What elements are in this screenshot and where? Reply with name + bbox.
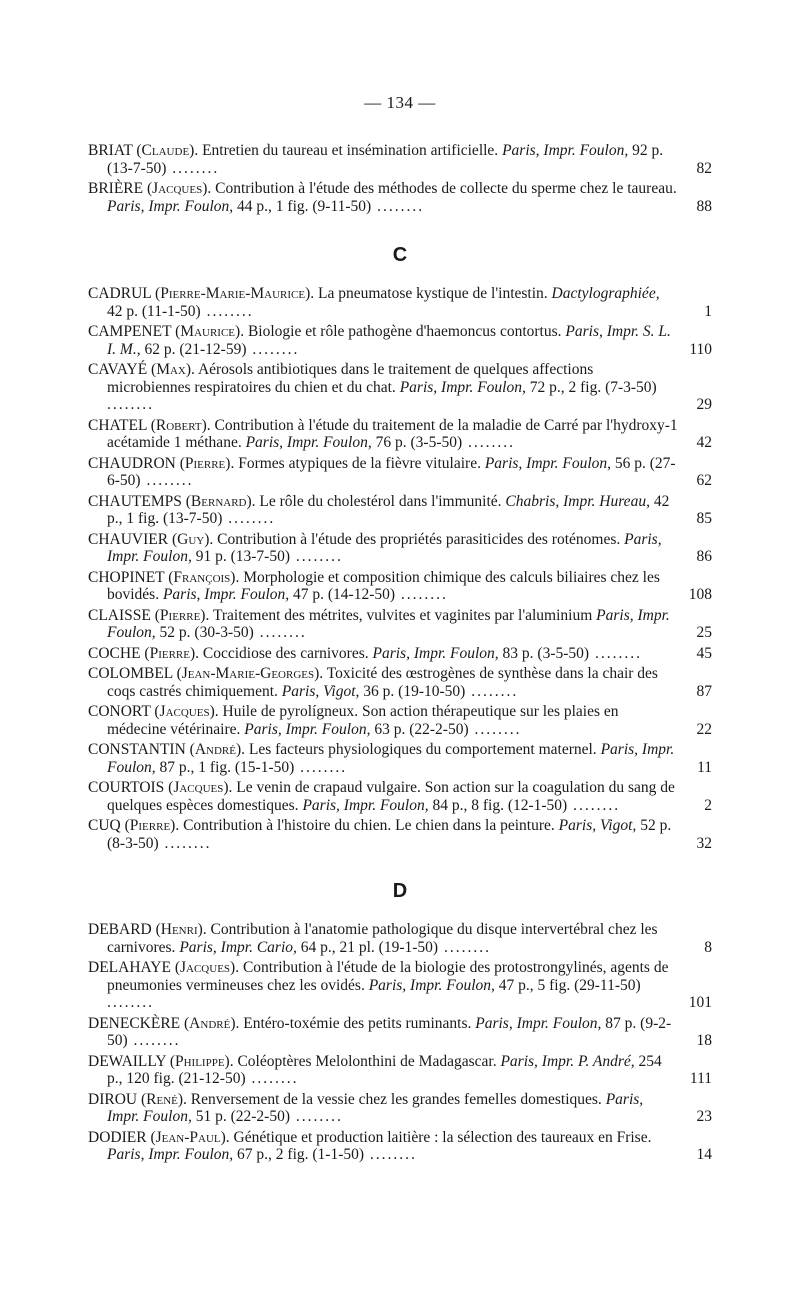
author-firstname: (André) [184,1014,236,1032]
thesis-title: . Coccidiose des carnivores. [195,644,369,662]
entry-page-number: 110 [689,340,712,358]
author-surname: DODIER [88,1128,147,1146]
leader-dots: ........ [395,586,448,603]
publisher: Paris, Impr. Foulon, [162,586,290,603]
publisher: Paris, Impr. Foulon, [107,1090,644,1125]
author-firstname: (Jacques) [147,180,208,197]
author-surname: CONSTANTIN [88,741,186,758]
thesis-title: . Toxicité des œstrogènes de synthèse dans la chair des coqs castrés chimiquement. [107,665,658,700]
publication-details: 63 p. (22-2-50) [374,720,469,738]
publisher: Paris, Vigot, [281,682,360,700]
publication-details: 62 p. (21-12-59) [144,340,247,358]
author-surname: CAMPENET [88,323,172,340]
entry-text [88,741,678,776]
bibliography-entry [88,285,712,320]
thesis-title: . Entéro-toxémie des petits ruminants. [235,1014,472,1032]
entry-page-number: 85 [696,510,712,527]
thesis-title: . Le venin de crapaud vulgaire. Son action sur la coagulation du sang de quelques espèces domestiques. [107,779,675,814]
leader-dots: ........ [200,302,254,320]
author-surname: CHAUVIER [88,530,169,548]
entry-page-number: 82 [696,159,712,177]
entry-text [88,455,678,490]
entry-text [88,1091,678,1126]
leader-dots: ........ [438,938,491,956]
section-letter: D [392,880,408,902]
publisher: Paris, Impr. Foulon, [107,197,234,215]
thesis-title: . Les facteurs physiologiques du comportement maternel. [241,741,597,758]
entry-text [88,1053,678,1088]
leader-dots: ........ [462,434,516,451]
bibliography-entry [88,1129,712,1164]
leader-dots: ........ [465,682,519,700]
author-firstname: (Pierre) [144,644,196,662]
author-surname: CADRUL [88,285,152,302]
thesis-title: . Génétique et production laitière : la sélection des taureaux en Frise. [225,1128,652,1146]
bibliography-entry [88,645,712,663]
publisher: Paris, Impr. Foulon, [245,434,372,451]
author-surname: DIROU [88,1090,138,1108]
leader-dots: ........ [294,758,348,776]
author-firstname: (Max) [151,361,192,378]
section-b-continued [88,142,712,218]
thesis-title: . Aérosols antibiotiques dans le traitement de quelques affections microbiennes respiratoires du chien et du chat. [107,361,594,396]
bibliography-entry [88,921,712,956]
section-letter: C [392,244,408,266]
leader-dots: ........ [140,472,194,489]
leader-dots: ........ [589,644,642,662]
author-surname: CHAUTEMPS [88,492,182,510]
bibliography-entry [88,493,712,528]
publication-details: 76 p. (3-5-50) [375,434,463,451]
entry-page-number: 8 [704,938,712,956]
author-surname: CAVAYÉ [88,361,148,378]
author-firstname: (Robert) [150,416,207,434]
entry-page-number: 111 [689,1070,712,1087]
thesis-title: . Le rôle du cholestérol dans l'immunité. [251,492,502,510]
author-surname: DEWAILLY [88,1052,166,1070]
entry-page-number: 22 [696,720,712,738]
publication-details: 87 p., 1 fig. (15-1-50) [159,758,295,776]
author-firstname: (Pierre-Marie-Maurice) [155,285,311,302]
publisher: Paris, Impr. P. André, [500,1052,635,1070]
page-number: — 134 — [364,93,436,112]
bibliography-entry [88,1091,712,1126]
author-surname: BRIÈRE [88,180,144,197]
author-surname: CUQ [88,817,121,834]
entry-text [88,361,678,414]
entry-text [88,779,678,814]
thesis-title: . Contribution à l'étude du traitement de la maladie de Carré par l'hydroxy-1 acétamide 1 méthane. [107,416,678,451]
entry-text [88,417,678,452]
author-firstname: (Jean-Marie-Georges) [176,665,320,682]
leader-dots: ........ [166,159,220,177]
bibliography-entry [88,665,712,700]
publication-details: 52 p. (8-3-50) [107,817,672,852]
author-firstname: (Guy) [171,530,210,548]
publisher: Dactylographiée, [551,285,660,302]
section-d [88,880,712,1167]
entry-text [88,959,678,1012]
publication-details: 36 p. (19-10-50) [363,682,466,700]
leader-dots: ........ [567,796,621,814]
publication-details: 92 p. (13-7-50) [107,142,664,177]
bibliography-entry [88,323,712,358]
publication-details: 47 p., 5 fig. (29-11-50) [498,976,641,994]
leader-dots: ........ [468,720,522,738]
entry-page-number: 18 [696,1032,712,1049]
publisher: Paris, Impr. Foulon, [107,741,675,776]
publisher: Paris, Impr. Foulon, [244,720,371,738]
entry-page-number: 29 [696,396,712,413]
entry-text [88,285,678,320]
entry-page-number: 45 [696,644,712,662]
bibliography-entry [88,1053,712,1088]
thesis-title: . Contribution à l'étude des propriétés parasiticides des roténomes. [209,530,621,548]
publication-details: 84 p., 8 fig. (12-1-50) [432,796,568,814]
publisher: Paris, Impr. S. L. I. M., [107,323,671,358]
thesis-title: . Biologie et rôle pathogène d'haemoncus contortus. [240,323,562,340]
entry-text [88,665,678,700]
publication-details: 42 p., 1 fig. (13-7-50) [107,492,670,527]
publisher: Paris, Impr. Foulon, [107,1146,234,1163]
entry-page-number: 62 [696,472,712,489]
author-surname: DEBARD [88,921,152,938]
leader-dots: ........ [289,548,343,565]
section-c [88,244,712,855]
bibliography-entry [88,417,712,452]
publisher: Paris, Impr. Foulon, [107,530,662,565]
entry-page-number: 32 [696,834,712,852]
thesis-title: . Renversement de la vessie chez les grandes femelles domestiques. [183,1090,602,1108]
leader-dots: ........ [289,1108,343,1125]
author-firstname: (Pierre) [179,454,231,472]
publisher: Paris, Impr. Foulon, [502,142,629,159]
author-firstname: (Bernard) [185,492,252,510]
bibliography-entry [88,703,712,738]
entry-page-number: 108 [688,586,712,603]
leader-dots: ........ [222,510,276,527]
leader-dots: ........ [364,1146,417,1163]
thesis-title: . La pneumatose kystique de l'intestin. [310,285,548,302]
publisher: Paris, Impr. Foulon, [302,796,429,814]
entry-text [88,531,678,566]
entry-page-number: 88 [696,197,712,215]
thesis-title: . Entretien du taureau et insémination artificielle. [194,142,499,159]
author-surname: CHATEL [88,416,147,434]
author-surname: DENECKÈRE [88,1014,181,1032]
entry-page-number: 1 [704,302,712,320]
publisher: Paris, Impr. Cario, [179,938,297,956]
entry-text [88,323,678,358]
entry-text [88,493,678,528]
entry-page-number: 87 [696,682,712,700]
author-surname: DELAHAYE [88,959,171,976]
publisher: Chabris, Impr. Hureau, [505,492,650,510]
entry-page-number: 42 [696,434,712,451]
author-surname: CHOPINET [88,568,165,586]
leader-dots: ........ [107,396,154,413]
publisher: Paris, Impr. Foulon, [107,606,670,641]
publication-details: 83 p. (3-5-50) [502,644,590,662]
thesis-title: . Contribution à l'anatomie pathologique du disque intervertébral chez les carnivores. [107,921,658,956]
author-firstname: (François) [168,568,236,586]
entry-text [88,607,678,642]
publisher: Paris, Impr. Foulon, [475,1014,602,1032]
publication-details: 52 p. (30-3-50) [159,624,254,641]
entry-page-number: 101 [688,994,712,1011]
thesis-title: . Formes atypiques de la fièvre vitulaire. [230,454,481,472]
publication-details: 42 p. (11-1-50) [107,302,201,320]
entry-text [88,703,678,738]
entry-text [88,180,678,215]
publication-details: 56 p. (27-6-50) [107,454,676,489]
entry-page-number: 25 [696,624,712,641]
publisher: Paris, Impr. Foulon, [372,644,499,662]
publication-details: 67 p., 2 fig. (1-1-50) [237,1146,365,1163]
author-firstname: (Henri) [155,921,203,938]
author-firstname: (René) [140,1090,184,1108]
bibliography-entry [88,779,712,814]
entry-page-number: 11 [697,758,712,776]
author-firstname: (Claude) [136,142,195,159]
author-firstname: (Philippe) [169,1052,230,1070]
publication-details: 44 p., 1 fig. (9-11-50) [237,197,372,215]
entry-text [88,569,678,604]
publication-details: 64 p., 21 pl. (19-1-50) [300,938,439,956]
thesis-title: . Contribution à l'histoire du chien. Le chien dans la peinture. [175,817,555,834]
thesis-title: . Contribution à l'étude des méthodes de collecte du sperme chez le taureau. [207,180,677,197]
author-surname: COCHE [88,644,141,662]
thesis-title: . Contribution à l'étude de la biologie des protostrongylinés, agents de pneumonies vermineuses chez les ovidés. [107,959,669,994]
entry-text [88,1129,678,1164]
publisher: Paris, Impr. Foulon, [484,454,612,472]
bibliography-entry [88,531,712,566]
bibliography-entry [88,1015,712,1050]
publication-details: 47 p. (14-12-50) [293,586,396,603]
leader-dots: ........ [246,340,300,358]
leader-dots: ........ [371,197,425,215]
bibliography-entry [88,741,712,776]
entry-text [88,817,678,852]
thesis-title: . Traitement des métrites, vulvites et vaginites par l'aluminium [205,606,593,624]
bibliography-entry [88,607,712,642]
author-surname: COURTOIS [88,779,165,796]
entry-text [88,921,678,956]
author-firstname: (Jacques) [154,703,215,720]
publication-details: 87 p. (9-2-50) [107,1014,672,1049]
bibliography-entry [88,361,712,414]
bibliography-entry [88,180,712,215]
author-firstname: (Jacques) [168,779,229,796]
entry-text [88,142,678,177]
bibliography-entry [88,569,712,604]
bibliography-entry [88,959,712,1012]
author-firstname: (Maurice) [175,323,241,340]
entry-text [88,645,678,663]
entry-page-number: 86 [696,548,712,565]
author-firstname: (Jacques) [174,959,236,976]
entry-page-number: 2 [704,796,712,814]
publisher: Paris, Vigot, [558,817,637,834]
author-surname: CONORT [88,703,151,720]
publisher: Paris, Impr. Foulon, [399,378,526,396]
entry-text [88,1015,678,1050]
publication-details: 254 p., 120 fig. (21-12-50) [107,1052,662,1087]
bibliography-entry [88,817,712,852]
thesis-title: . Morphologie et composition chimique des calculs biliaires chez les bovidés. [107,568,660,603]
author-firstname: (Pierre) [124,817,176,834]
leader-dots: ........ [127,1032,181,1049]
author-firstname: (André) [189,741,242,758]
author-surname: CLAISSE [88,606,151,624]
publisher: Paris, Impr. Foulon, [368,976,495,994]
leader-dots: ........ [253,624,307,641]
author-firstname: (Jean-Paul) [150,1128,226,1146]
bibliography-entry [88,455,712,490]
publication-details: 72 p., 2 fig. (7-3-50) [529,378,657,396]
entry-page-number: 14 [696,1146,712,1163]
publication-details: 91 p. (13-7-50) [195,548,290,565]
leader-dots: ........ [158,834,212,852]
thesis-title: . Huile de pyrolígneux. Son action thérapeutique sur les plaies en médecine vétérinaire. [107,703,619,738]
thesis-title: . Coléoptères Melolonthini de Madagascar. [229,1052,497,1070]
leader-dots: ........ [107,994,154,1011]
bibliography-entry [88,142,712,177]
entry-page-number: 23 [696,1108,712,1125]
author-surname: CHAUDRON [88,454,176,472]
author-surname: COLOMBEL [88,665,173,682]
leader-dots: ........ [245,1070,299,1087]
author-surname: BRIAT [88,142,133,159]
author-firstname: (Pierre) [154,606,206,624]
publication-details: 51 p. (22-2-50) [195,1108,290,1125]
